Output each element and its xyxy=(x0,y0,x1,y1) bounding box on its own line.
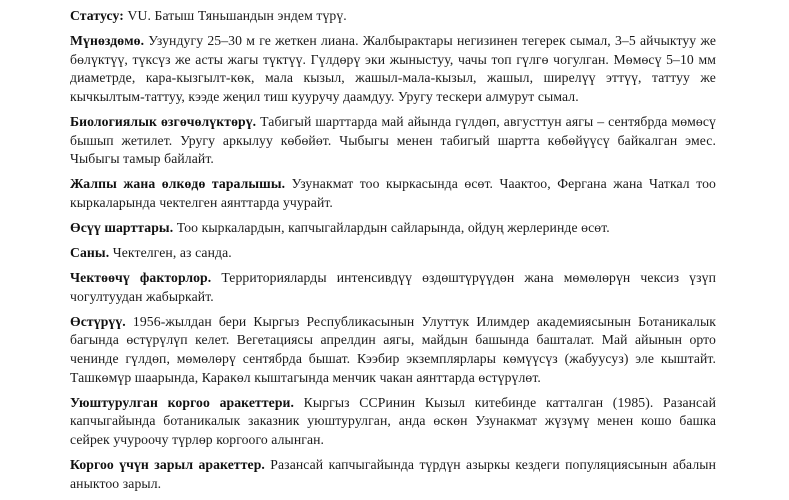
section-text: VU. Батыш Тяньшандын эндем түрү. xyxy=(123,8,347,23)
section-text: Узунакмат тоо кыркасында өсөт. Чаактоо, Фергана жана Чаткал тоо кыркаларында чектелген аянттарда учурайт. xyxy=(70,176,716,210)
section-text: Тоо кыркалардын, капчыгайлардын сайларында, ойдуң жерлеринде өсөт. xyxy=(173,219,610,235)
section-heading: Мүнөздөмө. xyxy=(70,33,145,49)
section-cultivation xyxy=(70,313,716,387)
section-protection-measures xyxy=(70,394,716,450)
section-text: Чектелген, аз санда. xyxy=(109,245,232,261)
section-required-actions xyxy=(70,456,716,493)
section-heading: Биологиялык өзгөчөлүктөрү. xyxy=(70,113,257,129)
section-heading: Өсүү шарттары. xyxy=(70,219,174,235)
section-distribution xyxy=(70,175,716,212)
section-heading: Саны. xyxy=(70,245,110,261)
section-population xyxy=(70,244,716,263)
section-limiting-factors xyxy=(70,269,716,306)
section-heading: Уюштурулган коргоо аракеттери. xyxy=(70,394,295,410)
section-heading: Өстүрүү. xyxy=(70,313,126,329)
section-description xyxy=(70,32,716,106)
section-text: Кыргыз ССРинин Кызыл китебинде катталган (1985). Разансай капчыгайында ботаникалык заказник уюштурулган, анда өскөн Узунакмат жүзүмү менен кошо башка сейрек учуроочу түрлөр коргоого алынган. xyxy=(70,394,716,447)
section-text: Территорияларды интенсивдүү өздөштүрүүдөн жана мөмөлөрүн чексиз үзүп чогултуудан жабыркайт. xyxy=(70,270,716,304)
section-text: Разансай капчыгайында түрдүн азыркы кездеги популяциясынын абалын аныктоо зарыл. xyxy=(70,456,716,491)
section-text: Узундугу 25–30 м ге жеткен лиана. Жалбырактары негизинен тегерек сымал, 3–5 айчыктуу же бөлүктүү, түксүз же асты жагы түктүү. Гүлдөрү эки жыныстуу, чачы топ гүлгө чогулган. Мөмөсү 5–10 мм диаметрде, кара-кызгылт-көк, мала кызыл, жашыл-мала-кызыл, жашыл, ширелүү эттүү, таттуу же кычкылтым-таттуу, кээде жеңил тиш кууручу даамдуу. Уругу тескери алмурут сымал. xyxy=(70,33,716,104)
section-heading: Жалпы жана өлкөдө таралышы. xyxy=(70,176,286,192)
section-biology xyxy=(70,113,716,169)
document-body xyxy=(70,7,716,500)
section-heading: Коргоо үчүн зарыл аракеттер. xyxy=(70,456,265,472)
section-heading: Статусу: xyxy=(70,8,124,23)
section-heading: Чектөөчү факторлор. xyxy=(70,270,212,286)
section-habitat xyxy=(70,219,716,238)
section-text: Табигый шарттарда май айында гүлдөп, августтун аягы – сентябрда мөмөсү бышып жетилет. Уругу аркылуу көбөйөт. Чыбыгы менен табигый шартта көбөйүүсү байкалган эмес. Чыбыгы тамыр байлайт. xyxy=(70,113,716,167)
section-text: 1956-жылдан бери Кыргыз Республикасынын Улуттук Илимдер академиясынын Ботаникалык багында өстүрүлүп келет. Вегетациясы апрелдин аягы, майдын башында башталат. Май айынын орто ченинде гүлдөп, мөмөлөрү сентябрда бышат. Кээбир экземплярлары көмүүсүз (жабуусуз) эле кыштайт. Ташкөмүр шаарында, Каракөл кыштагында менчик чакан аянттарда өстүрүлөт. xyxy=(70,313,716,385)
section-status xyxy=(70,7,716,26)
